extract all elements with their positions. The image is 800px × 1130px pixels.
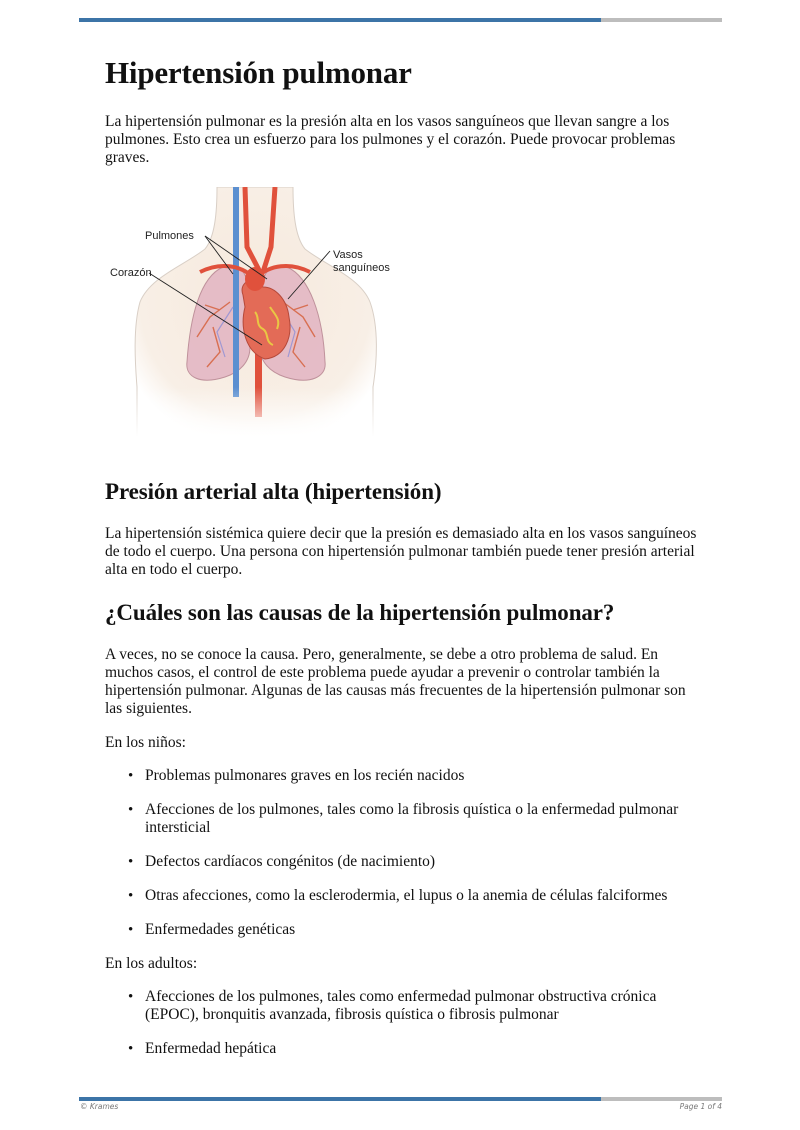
list-item: • Problemas pulmonares graves en los recién nacidos [145, 767, 705, 785]
section-body-causes: A veces, no se conoce la causa. Pero, generalmente, se debe a otro problema de salud. En muchos casos, el control de este problema puede ayudar a prevenir o controlar también la hipertensión pulmonar. Algunas de las causas más frecuentes de la hipertensión pulmonar son las siguientes. [105, 646, 686, 717]
children-label: En los niños: [105, 734, 186, 751]
section-body-systemic: La hipertensión sistémica quiere decir que la presión es demasiado alta en los vasos sanguíneos de todo el cuerpo. Una persona con hipertensión pulmonar también puede tener presión arterial alta en todo el cuerpo. [105, 525, 697, 578]
section-heading-causes: ¿Cuáles son las causas de la hipertensión pulmonar? [105, 600, 615, 625]
footer-rule-grey [601, 1097, 722, 1101]
adults-causes-list [105, 988, 705, 1058]
label-heart: Corazón [110, 267, 152, 279]
list-item: • Enfermedades genéticas [145, 921, 705, 939]
footer-rule-accent [79, 1097, 601, 1101]
header-rule-grey [601, 18, 722, 22]
list-item: • Enfermedad hepática [145, 1040, 705, 1058]
list-item: • Afecciones de los pulmones, tales como la fibrosis quística o la enfermedad pulmonar intersticial [145, 801, 705, 837]
label-lungs: Pulmones [145, 230, 194, 242]
footer-rule [79, 1097, 722, 1101]
anatomy-icon [105, 187, 405, 437]
list-item: • Defectos cardíacos congénitos (de nacimiento) [145, 853, 705, 871]
intro-paragraph: La hipertensión pulmonar es la presión alta en los vasos sanguíneos que llevan sangre a los pulmones. Esto crea un esfuerzo para los pulmones y el corazón. Puede provocar problemas graves. [105, 113, 676, 166]
label-vessels-line1: Vasos [333, 249, 363, 261]
label-vessels-line2: sanguíneos [333, 262, 390, 274]
list-item: • Afecciones de los pulmones, tales como enfermedad pulmonar obstructiva crónica (EPOC), bronquitis avanzada, fibrosis quística o fibrosis pulmonar [145, 988, 705, 1024]
adults-label: En los adultos: [105, 955, 198, 972]
section-heading-systemic: Presión arterial alta (hipertensión) [105, 479, 442, 504]
footer-page-number: Page 1 of 4 [679, 1102, 722, 1111]
chest-anatomy-illustration [105, 187, 405, 437]
footer-copyright: © Krames [80, 1102, 119, 1111]
header-rule [79, 18, 722, 22]
children-causes-list [105, 767, 705, 939]
list-item: • Otras afecciones, como la esclerodermia, el lupus o la anemia de células falciformes [145, 887, 705, 905]
document-body [105, 55, 705, 1074]
page-title: Hipertensión pulmonar [105, 55, 412, 90]
header-rule-accent [79, 18, 601, 22]
